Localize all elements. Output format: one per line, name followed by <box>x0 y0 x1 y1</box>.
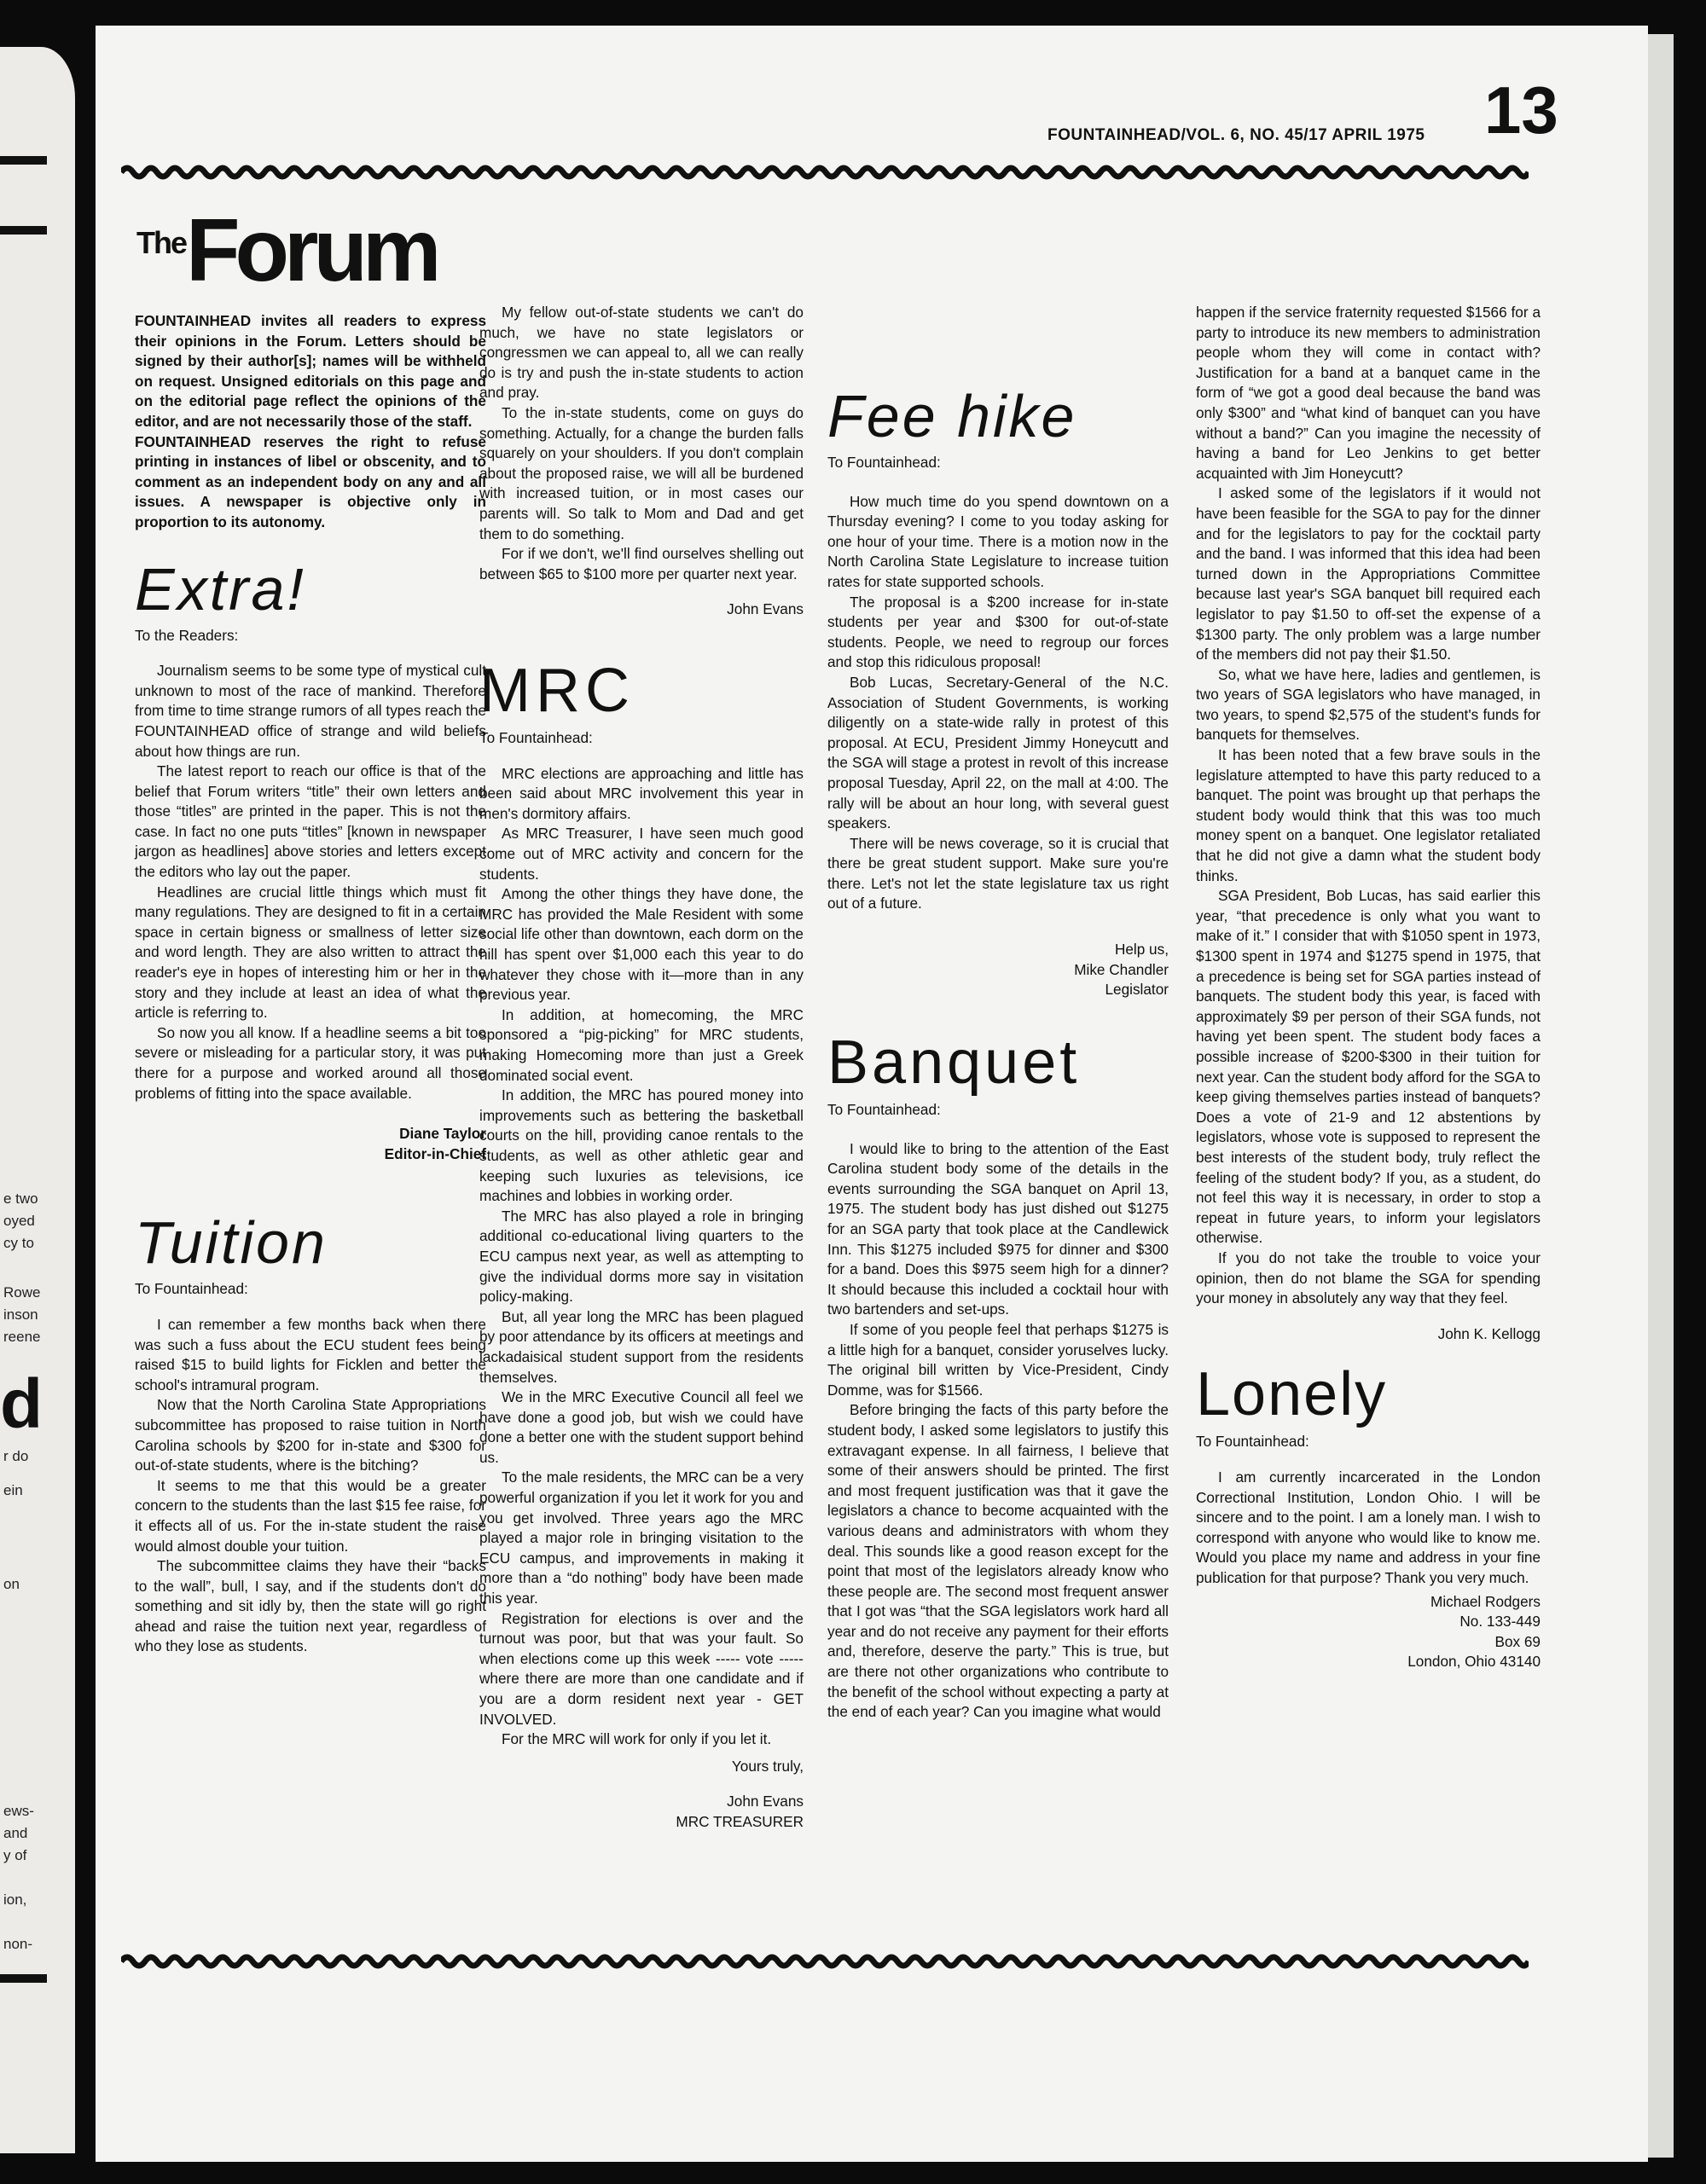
feehike-paragraph: There will be news coverage, so it is crucial that there be great student support. Make sure you're there. Let's not let the state legislature tax us right out of a future. <box>827 834 1169 912</box>
facing-page-fragment: ews- <box>3 1803 34 1819</box>
mrc-salutation: To Fountainhead: <box>479 729 593 747</box>
mrc-paragraph: Among the other things they have done, the MRC has provided the Male Resident with some social life other than downtown, each dorm on the hill has spent over $1,000 each this year to do whatever they chose with it—more than in any previous year. <box>479 885 804 1004</box>
facing-page-fragment: non- <box>3 1936 33 1952</box>
logo-the: The <box>136 225 187 260</box>
mrc-paragraph: We in the MRC Executive Council all feel we have done a good job, but wish we could have done a better one with the student support behind us. <box>479 1388 804 1466</box>
lonely-paragraph: I am currently incarcerated in the London Correctional Institution, London Ohio. I will be sincere and to the point. I am a lonely man. I wish to correspond with anyone who would like to know me. Would you place my name and address in your fine publication for that purpose? Thank you very much. <box>1196 1469 1541 1587</box>
lonely-sig-line: Michael Rodgers <box>1430 1592 1541 1610</box>
column-2 <box>479 303 804 1833</box>
feehike-sig-line: Legislator <box>1105 981 1169 999</box>
tuition-salutation: To Fountainhead: <box>135 1280 248 1298</box>
newspaper-page <box>96 26 1648 2162</box>
tuition-paragraph: I can remember a few months back when there was such a fuss about the ECU student fees being raised $15 to build lights for Ficklen and better the school's intramural program. <box>135 1315 486 1393</box>
facing-page-fragment: e two <box>3 1190 38 1207</box>
mrc-paragraph: For the MRC will work for only if you let it. <box>502 1730 772 1748</box>
tuition-headline: Tuition <box>135 1209 328 1277</box>
banquet-cont-paragraph: happen if the service fraternity requested $1566 for a party to introduce its new members to administration people whom they will come in contact with? Justification for a band at a banquet came in the form of “we got a good deal because the band was only $300” and “what kind of banquet can you have without a band?” Can you imagine the necessity of having a band for Leo Jenkins to get better acquainted with Jim Honeycutt? <box>1196 304 1541 482</box>
lonely-sig-line: London, Ohio 43140 <box>1407 1653 1541 1671</box>
facing-page-fragment: Rowe <box>3 1284 41 1301</box>
lonely-sig-line: No. 133-449 <box>1459 1613 1541 1631</box>
feehike-salutation: To Fountainhead: <box>827 454 941 471</box>
mrc-paragraph: To the male residents, the MRC can be a very powerful organization if you let it work for you and you get involved. Three years ago the MRC played a major role in bringing visitation to the ECU campus, and improvements in making it more than a “do nothing” body have been made this year. <box>479 1469 804 1608</box>
lonely-salutation: To Fountainhead: <box>1196 1433 1309 1451</box>
mrc-closing: Yours truly, <box>731 1757 804 1775</box>
extra-paragraph: Journalism seems to be some type of mystical cult unknown to most of the race of mankind. Therefore from time to time strange rumors of all types reach the FOUNTAINHEAD office of strange and wild beliefs about how things are run. <box>135 662 486 760</box>
tuition-cont-paragraph: My fellow out-of-state students we can't do much, we have no state legislators or congressmen we can appeal to, all we can really do is try and push the in-state students to action and pray. <box>479 304 804 402</box>
logo-forum: Forum <box>186 201 437 300</box>
column-1 <box>135 311 486 1657</box>
facing-page-rule <box>0 1974 47 1983</box>
banquet-signature: John K. Kellogg <box>1437 1324 1541 1342</box>
extra-paragraph: Headlines are crucial little things which must fit many regulations. They are designed to fit in a certain space in certain bigness or smallness of letter size and word length. They are also written to attract the reader's eye in hopes of interesting him or her in the story and they include at least an idea of what the article is referring to. <box>135 883 486 1022</box>
feehike-sig-line: Help us, <box>1114 941 1169 959</box>
facing-page-fragment: ion, <box>3 1891 27 1908</box>
tuition-cont-signature: John Evans <box>727 600 804 618</box>
extra-signature-title: Editor-in-Chief <box>384 1144 486 1162</box>
extra-signature-name: Diane Taylor <box>399 1125 486 1143</box>
column-3 <box>827 384 1169 1723</box>
policy-paragraph: FOUNTAINHEAD reserves the right to refuse printing in instances of libel or obscenity, and to comment as an independent body on any and all issues. A newspaper is objective only in proportion to its autonomy. <box>135 432 486 530</box>
facing-page-fragment: ein <box>3 1482 23 1498</box>
facing-page-fragment: y of <box>3 1847 27 1863</box>
top-wavy-rule <box>121 162 1529 182</box>
banquet-paragraph: Before bringing the facts of this party before the student body, I asked some legislators to justify this extravagant expense. In all fairness, I believe that some of their answers should be printed. The first and most frequent justification was that it gave the legislators a chance to become acquainted with the various deans and administrators with whom they deal. This sounds like a good reason except for the point that most of the legislators already know who these people are. The second most frequent answer that I got was “that the SGA legislators work hard all year and do not receive any payment for their efforts and, therefore, deserve the party.” This is true, but are there not other organizations who contribute to the benefit of the school without expecting a party at the end of each year? Can you imagine what would <box>827 1401 1169 1721</box>
mrc-signature-name: John Evans <box>727 1793 804 1810</box>
feehike-sig-line: Mike Chandler <box>1074 960 1169 978</box>
facing-page-strip <box>0 47 75 2153</box>
facing-page-rule <box>0 226 47 235</box>
banquet-cont-paragraph: I asked some of the legislators if it would not have been feasible for the SGA to pay for the dinner and for the legislators to pay for the cocktail party and the band. I was informed that this idea had been turned down in the Appropriations Committee because last year's SGA banquet bill required each legislator to pay $1.50 to off-set the expense of a $1300 party. The only problem was a large number of the members did not pay their $1.50. <box>1196 484 1541 663</box>
facing-page-fragment: oyed <box>3 1213 35 1229</box>
feehike-paragraph: The proposal is a $200 increase for in-state students per year and $300 for out-of-state students. People, we need to regroup our forces and stop this ridiculous proposal! <box>827 593 1169 671</box>
lonely-headline: Lonely <box>1196 1360 1388 1429</box>
banquet-paragraph: If some of you people feel that perhaps $1275 is a little high for a banquet, consider yoruselves lucky. The original bill written by Vice-President, Cindy Domme, was for $1566. <box>827 1320 1169 1399</box>
feehike-paragraph: How much time do you spend downtown on a Thursday evening? I come to you today asking for one hour of your time. There is a motion now in the North Carolina State Legislature to increase tuition rates for state supported schools. <box>827 492 1169 590</box>
mrc-paragraph: In addition, the MRC has poured money into improvements such as bettering the basketball courts on the hill, providing canoe rentals to the students, as well as other athletic gear and keeping such luxuries as televisions, ice machines and lobbies in working order. <box>479 1086 804 1205</box>
tuition-cont-paragraph: For if we don't, we'll find ourselves shelling out between $65 to $100 more per quarter next year. <box>479 545 804 582</box>
mrc-signature-title: MRC TREASURER <box>676 1812 804 1830</box>
mrc-paragraph: As MRC Treasurer, I have seen much good come out of MRC activity and concern for the students. <box>479 825 804 883</box>
mrc-paragraph: Registration for elections is over and the turnout was poor, but that was your fault. So when elections come up this week ----- vote ----- where there are more than one candidate and if you are a dorm resident next year - GET INVOLVED. <box>479 1609 804 1728</box>
extra-salutation: To the Readers: <box>135 626 239 644</box>
feehike-paragraph: Bob Lucas, Secretary-General of the N.C. Association of Student Governments, is working diligently on a state-wide rally in protest of this proposal. At ECU, President Jimmy Honeycutt and the SGA will stage a protest in revolt of this increase proposal Tuesday, April 22, on the mall at 4:00. The rally will be about an hour long, with several guest speakers. <box>827 673 1169 832</box>
extra-paragraph: So now you all know. If a headline seems a bit too severe or misleading for a particular story, it was put there for a purpose and worked around all those problems of fitting into the space available. <box>135 1023 486 1102</box>
tuition-paragraph: The subcommittee claims they have their “backs to the wall”, bull, I say, and if the students don't do something and sit idly by, then the state will go right ahead and raise the tuition next year, regardless of who they lose as students. <box>135 1557 486 1655</box>
mrc-paragraph: The MRC has also played a role in bringing additional co-educational living quarters to the ECU campus next year, as well as attempting to give the individual dorms more say in visitation policy-making. <box>479 1207 804 1306</box>
banquet-cont-paragraph: So, what we have here, ladies and gentlemen, is two years of SGA legislators who have managed, in two years, to spend $2,575 of the student's funds for banquets for themselves. <box>1196 665 1541 744</box>
mrc-headline: MRC <box>479 656 635 725</box>
mrc-paragraph: In addition, at homecoming, the MRC sponsored a “pig-picking” for MRC students, making Homecoming more than just a Greek dominated social event. <box>479 1005 804 1084</box>
extra-paragraph: The latest report to reach our office is that of the belief that Forum writers “title” their own letters and those “titles” are printed in the paper. This is not the case. In fact no one puts “titles” [known in newspaper jargon as headlines] above stories and letters except the editors who lay out the paper. <box>135 762 486 881</box>
facing-page-fragment: and <box>3 1825 28 1841</box>
facing-page-fragment: r do <box>3 1448 29 1464</box>
facing-page-fragment: cy to <box>3 1235 34 1251</box>
feehike-headline: Fee hike <box>827 383 1077 449</box>
banquet-cont-paragraph: It has been noted that a few brave souls in the legislature attempted to have this party reduced to a banquet. The point was brought up that perhaps the student body would think that this was too much money spent on a banquet. One legislator retaliated that he did not give a damn what the student body thinks. <box>1196 746 1541 884</box>
banquet-cont-paragraph: SGA President, Bob Lucas, has said earlier this year, “that precedence is only what you want to make of it.” I consider that with $1050 spent in 1973, $1300 spent in 1974 and $1275 spend in 1975, that a precedence is being set for SGA parties instead of banquets. The student body this year, is faced with approximately $9 per person of their SGA funds, not having yet been spent. The student body faces a possible increase of $200-$300 in their tuition for next year. Can the student body afford for the SGA to keep giving themselves parties instead of banquets? Does a vote of 21-9 and 12 abstentions by legislators, whose vote is supposed to represent the best interests of the student body, truly reflect the feeling of the student body? If you, as a student, do not feel this way it is necessary, in order to stop a repeat in future years, to inform your legislators otherwise. <box>1196 887 1541 1247</box>
masthead-date-line: FOUNTAINHEAD/VOL. 6, NO. 45/17 APRIL 1975 <box>1047 126 1425 144</box>
mrc-paragraph: But, all year long the MRC has been plagued by poor attendance by its officers at meetings and lackadaisical student support from the residents themselves. <box>479 1307 804 1386</box>
extra-headline: Extra! <box>135 555 306 623</box>
banquet-cont-paragraph: If you do not take the trouble to voice your opinion, then do not blame the SGA for spending your money in absolutely any way that they feel. <box>1196 1248 1541 1307</box>
column-4 <box>1196 303 1541 1672</box>
policy-paragraph: FOUNTAINHEAD invites all readers to express their opinions in the Forum. Letters should be signed by their author[s]; names will be withheld on request. Unsigned editorials on this page and on the editorial page reflect the opinions of the editor, and are not necessarily those of the staff. <box>135 312 486 430</box>
facing-page-rule <box>0 156 47 165</box>
facing-page-fragment: on <box>3 1576 20 1592</box>
tuition-paragraph: It seems to me that this would be a greater concern to the students than the last $15 fee raise, for it effects all of us. For the in-state student the raise would almost double your tuition. <box>135 1476 486 1555</box>
banquet-paragraph: I would like to bring to the attention of the East Carolina student body some of the details in the events surrounding the SGA banquet on April 13, 1975. The student body has just dished out $1275 for an SGA party that took place at the Candlewick Inn. This $1275 included $975 for dinner and $300 for a band. Does this $975 seem high for a dinner? It should because this included a cocktail hour with two bartenders and set-ups. <box>827 1139 1169 1318</box>
banquet-salutation: To Fountainhead: <box>827 1101 941 1119</box>
tuition-paragraph: Now that the North Carolina State Appropriations subcommittee has proposed to raise tuition in North Carolina schools by $200 for in-state and $300 for out-of-state students, where is the bitching? <box>135 1396 486 1474</box>
mrc-paragraph: MRC elections are approaching and little has been said about MRC involvement this year in men's dormitory affairs. <box>479 764 804 822</box>
banquet-headline: Banquet <box>827 1028 1081 1097</box>
facing-page-fragment: reene <box>3 1329 41 1345</box>
page-number: 13 <box>1484 72 1558 148</box>
facing-page-headline-fragment: d <box>0 1365 40 1443</box>
facing-page-fragment: inson <box>3 1306 38 1323</box>
lonely-sig-line: Box 69 <box>1494 1632 1541 1650</box>
tuition-cont-paragraph: To the in-state students, come on guys do something. Actually, for a change the burden falls squarely on your shoulders. If you don't complain about the proposed raise, we will all be burdened with increased tuition, or in most cases our parents will. So talk to Mom and Dad and get them to do something. <box>479 403 804 542</box>
page-edge <box>1648 34 1674 2158</box>
bottom-wavy-rule <box>121 1951 1529 1972</box>
